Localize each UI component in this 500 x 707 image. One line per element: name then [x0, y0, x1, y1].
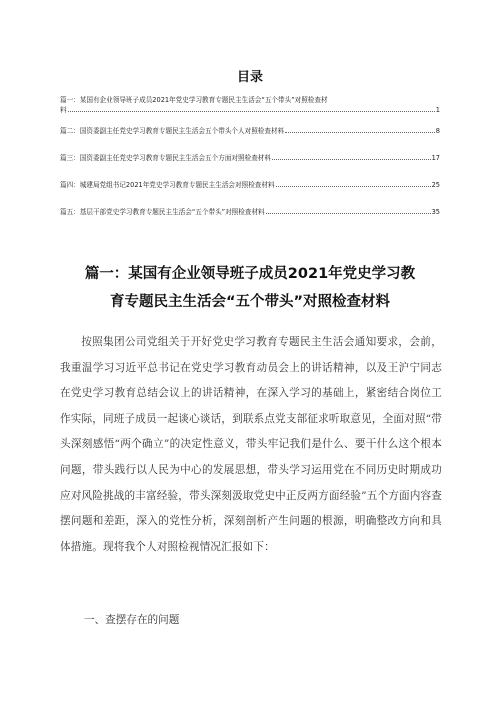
article-heading-line-2: 育专题民主生活会“五个带头”对照检查材料 — [109, 294, 391, 310]
toc-page-number: 25 — [431, 181, 440, 189]
toc-entry-label: 篇二：国资委副主任党史学习教育专题民主生活会五个带头个人对照检查材料 — [60, 127, 285, 135]
section-subheading: 一、查摆存在的问题 — [84, 614, 180, 626]
article-heading-line-1: 篇一：某国有企业领导班子成员2021年党史学习教 — [84, 266, 416, 282]
toc-title: 目录 — [236, 70, 263, 85]
toc-leader-dots — [68, 105, 435, 112]
toc-entry-2[interactable] — [60, 126, 440, 136]
toc-leader-dots — [285, 126, 435, 133]
toc-entry-5[interactable] — [60, 207, 440, 217]
toc-entry-3[interactable] — [60, 153, 440, 163]
toc-page-number: 8 — [435, 127, 440, 135]
table-of-contents — [60, 96, 440, 217]
toc-leader-dots — [272, 153, 431, 160]
toc-entry-label: 篇三：国资委副主任党史学习教育专题民主生活会五个方面对照检查材料 — [60, 154, 271, 162]
toc-entry-1[interactable] — [60, 96, 440, 115]
toc-page-number: 17 — [431, 154, 440, 162]
toc-page-number: 1 — [435, 106, 440, 114]
toc-entry-label-cont: 料 — [60, 106, 67, 114]
toc-leader-dots — [266, 207, 431, 214]
toc-entry-4[interactable] — [60, 180, 440, 190]
toc-entry-label: 篇四：城建局党组书记2021年党史学习教育专题民主生活会对照检查材料 — [60, 181, 275, 189]
toc-entry-label: 篇一：某国有企业领导班子成员2021年党史学习教育专题民主生活会“五个带头”对照检查材 — [60, 96, 328, 104]
toc-page-number: 35 — [431, 208, 440, 216]
toc-entry-label: 篇五：基层干部党史学习教育专题民主生活会“五个带头”对照检查材料 — [60, 208, 265, 216]
toc-leader-dots — [276, 180, 431, 187]
article-paragraph: 按照集团公司党组关于开好党史学习教育专题民主生活会通知要求，会前，我重温学习习近平总书记在党史学习教育动员会上的讲话精神，以及王沪宁同志在党史学习教育总结会议上的讲话精神，在深入学习的基础上，紧密结合岗位工作实际，同班子成员一起谈心谈话，到联系点党支部征求听取意见，全面对照“带头深刻感悟“两个确立”的决定性意义，带头牢记我们是什么、要干什么这个根本问题，带头践行以人民为中心的发展思想，带头学习运用党在不同历史时期成功应对风险挑战的丰富经验，带头深刻汲取党史中正反两方面经验”五个方面内容查摆问题和差距，深入的党性分析，深刻剖析产生问题的根源，明确整改方向和具体措施。现将我个人对照检视情况汇报如下： — [60, 336, 442, 553]
